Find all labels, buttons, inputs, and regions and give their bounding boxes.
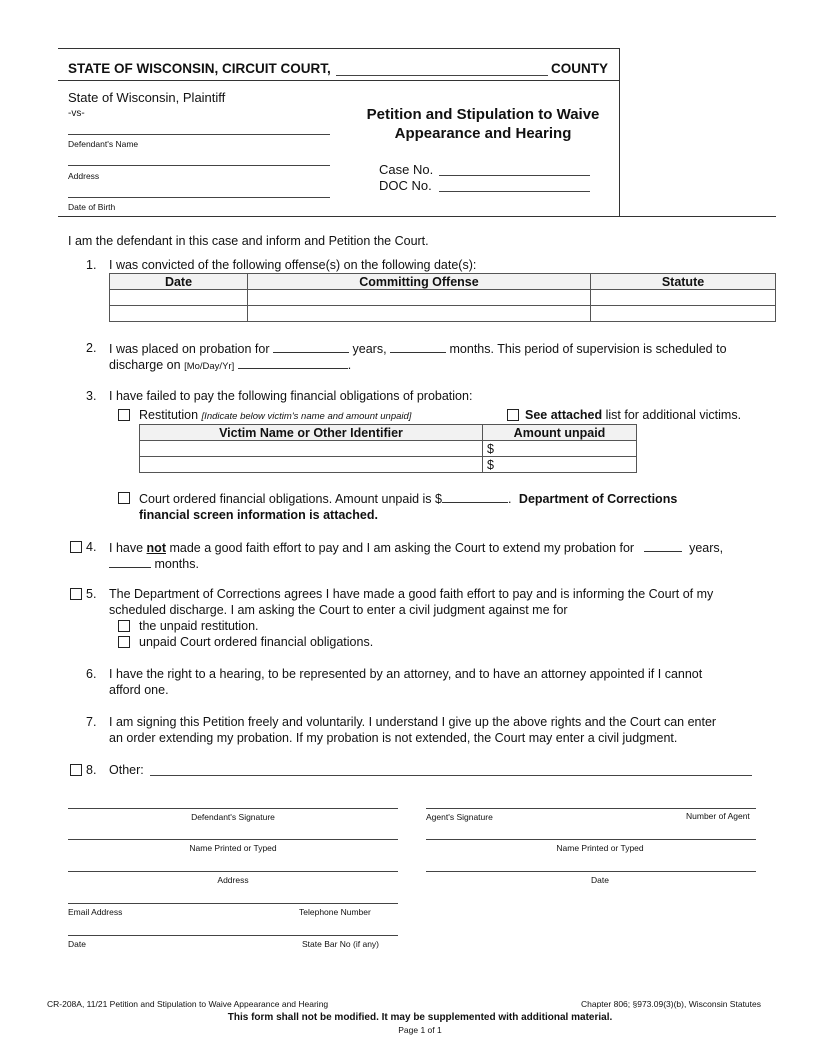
table-cell[interactable] [140,457,483,473]
state-bar-label: State Bar No (if any) [302,939,380,949]
item1-number: 1. [86,258,97,272]
probation-months-field[interactable] [390,341,446,353]
agent-signature-field[interactable] [426,793,756,809]
doc-screen-line2: financial screen information is attached. [139,508,378,522]
defendant-name-field[interactable] [68,119,330,135]
table-cell[interactable] [110,306,248,322]
address-sig-label: Address [217,875,249,885]
unpaid-restitution-checkbox[interactable] [118,620,130,632]
item6-number: 6. [86,667,97,681]
email-phone-field[interactable] [68,888,398,904]
currency-symbol: $ [487,457,494,472]
extend-years-field[interactable] [644,540,682,552]
name-printed-right-label: Name Printed or Typed [556,843,644,853]
table-header-row [110,274,776,290]
item2-line2: discharge on [Mo/Day/Yr] . [109,358,352,372]
item5-number: 5. [86,587,97,601]
item2-part3: months. This period of supervision is scheduled to [449,342,727,356]
table-header-row [140,425,637,441]
item5-line1: The Department of Corrections agrees I have made a good faith effort to pay and is informing the Court of my [109,587,714,601]
doc-screen-line1: Department of Corrections [518,492,678,506]
other-field[interactable] [150,762,752,776]
victim-table [139,424,637,473]
court-ordered-checkbox[interactable] [118,492,130,504]
case-no-field[interactable] [439,162,590,176]
name-printed-left-label: Name Printed or Typed [189,843,277,853]
date-bar-field[interactable] [68,920,398,936]
restitution-label: Restitution [139,408,199,422]
restitution-checkbox[interactable] [118,409,130,421]
table-cell[interactable] [140,441,483,457]
name-printed-right-field[interactable] [426,824,756,840]
item5-option1: the unpaid restitution. [139,619,259,633]
date-left-label: Date [68,939,86,949]
vs-label: -vs- [68,108,85,119]
col-statute: Statute [591,274,776,290]
extend-months-field[interactable] [109,556,151,568]
caption-mid-rule [58,80,620,81]
item2-part2: years, [352,342,387,356]
footer-page-number: Page 1 of 1 [398,1025,442,1035]
col-victim-name: Victim Name or Other Identifier [140,425,483,441]
table-cell[interactable] [483,457,637,473]
item2-part1: I was placed on probation for [109,342,270,356]
item4-part1: I have [109,541,144,555]
footer-statutes: Chapter 806; §973.09(3)(b), Wisconsin Statutes [580,999,761,1009]
court-ordered-amount-field[interactable] [442,491,508,503]
defendant-name-label: Defendant's Name [68,139,139,149]
item8-checkbox[interactable] [70,764,82,776]
court-ordered-line1: Court ordered financial obligations. Amount unpaid is $ . Department of Corrections [139,492,678,506]
item5-checkbox[interactable] [70,588,82,600]
item3-text: I have failed to pay the following financial obligations of probation: [109,389,473,403]
item4-months: months. [154,557,199,571]
item7-line2: an order extending my probation. If my probation is not extended, the Court may enter a civil judgment. [109,731,678,745]
date-right-label: Date [591,875,609,885]
table-cell[interactable] [591,306,776,322]
item2-line1 [109,341,727,356]
agent-signature-label: Agent's Signature [426,812,493,822]
court-ordered-text: Court ordered financial obligations. Amount unpaid is $ [139,492,442,506]
table-row [110,290,776,306]
item3-number: 3. [86,389,97,403]
footer-form-id: CR-208A, 11/21 Petition and Stipulation to Waive Appearance and Hearing [47,999,329,1009]
county-label: COUNTY [551,61,608,76]
see-attached-label [525,408,741,422]
table-row [140,457,637,473]
see-attached-rest: list for additional victims. [605,408,742,422]
item6-line2: afford one. [109,683,169,697]
doc-no-field[interactable] [439,178,590,192]
footer-notice: This form shall not be modified. It may be supplemented with additional material. [227,1012,613,1023]
caption-bottom-rule [58,216,776,217]
court-heading: STATE OF WISCONSIN, CIRCUIT COURT, [68,61,331,76]
discharge-date-field[interactable] [238,357,348,369]
name-printed-left-field[interactable] [68,824,398,840]
caption-top-rule [58,48,620,49]
item1-text: I was convicted of the following offense(s) on the following date(s): [109,258,477,272]
dob-label: Date of Birth [68,202,116,212]
see-attached-bold: See attached [525,408,603,422]
see-attached-checkbox[interactable] [507,409,519,421]
unpaid-obligations-checkbox[interactable] [118,636,130,648]
table-cell[interactable] [483,441,637,457]
col-date: Date [110,274,248,290]
table-row [110,306,776,322]
item4-checkbox[interactable] [70,541,82,553]
table-row [140,441,637,457]
address-label: Address [68,171,100,181]
agent-number-label: Number of Agent [686,811,750,821]
item8-number: 8. [86,763,97,777]
item4-number: 4. [86,540,97,554]
item2-part4: discharge on [109,358,181,372]
address-field[interactable] [68,150,330,166]
item5-line2: scheduled discharge. I am asking the Court to enter a civil judgment against me for [109,603,568,617]
item4-not: not [146,541,166,555]
item6-line1: I have the right to a hearing, to be represented by an attorney, and to have an attorney appointed if I cannot [109,667,703,681]
table-cell[interactable] [248,306,591,322]
case-no-label: Case No. [379,162,434,177]
item8-label: Other: [109,763,144,777]
intro-statement: I am the defendant in this case and inform and Petition the Court. [68,234,429,248]
item7-line1: I am signing this Petition freely and voluntarily. I understand I give up the above rights and the Court can enter [109,715,717,729]
currency-symbol: $ [487,441,494,456]
doc-no-label: DOC No. [379,178,432,193]
form-title-line2: Appearance and Hearing [394,125,572,142]
restitution-hint: [Indicate below victim's name and amount unpaid] [201,411,412,422]
item4-line2 [109,556,199,571]
table-cell[interactable] [591,290,776,306]
item4-line1 [109,540,723,555]
table-cell[interactable] [248,290,591,306]
restitution-label-row [139,408,411,422]
col-offense: Committing Offense [248,274,591,290]
telephone-label: Telephone Number [299,907,371,917]
item2-number: 2. [86,341,97,355]
county-field[interactable] [336,60,548,76]
probation-years-field[interactable] [273,341,349,353]
defendant-signature-field[interactable] [68,793,398,809]
plaintiff-name: State of Wisconsin, Plaintiff [68,90,226,105]
item4-part2: made a good faith effort to pay and I am asking the Court to extend my probation for [169,541,635,555]
form-title-line1: Petition and Stipulation to Waive [366,106,600,123]
email-label: Email Address [68,907,123,917]
item5-option2: unpaid Court ordered financial obligations. [139,635,374,649]
table-cell[interactable] [110,290,248,306]
item7-number: 7. [86,715,97,729]
col-amount-unpaid: Amount unpaid [483,425,637,441]
defendant-signature-label: Defendant's Signature [191,812,275,822]
date-right-field[interactable] [426,856,756,872]
offense-table [109,273,776,322]
item4-years: years, [689,541,724,555]
dob-field[interactable] [68,182,330,198]
date-format-hint: [Mo/Day/Yr] [184,361,235,372]
address-sig-field[interactable] [68,856,398,872]
